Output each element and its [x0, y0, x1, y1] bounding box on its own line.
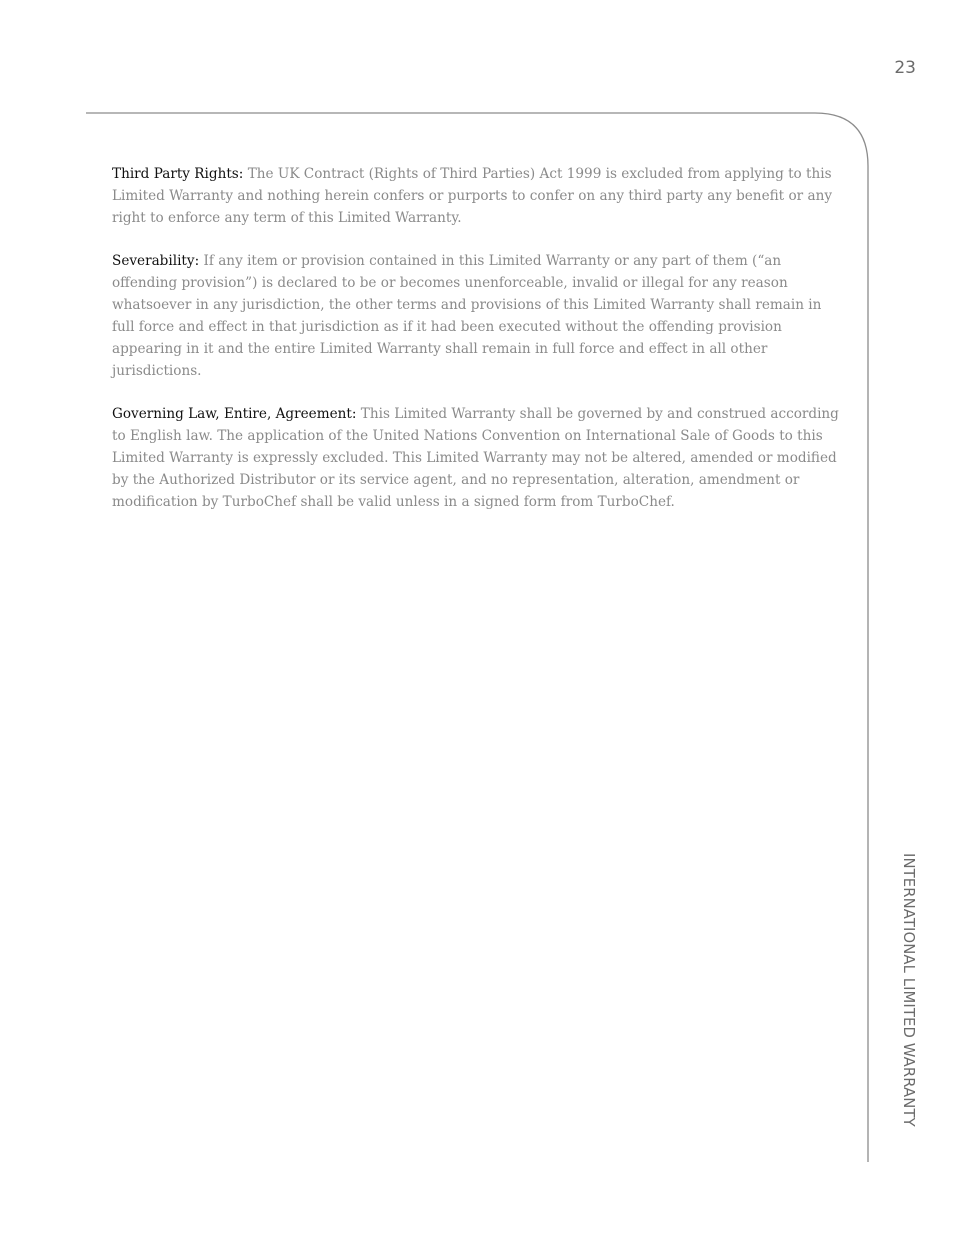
page-number: 23 — [894, 58, 916, 78]
section-severability — [112, 250, 846, 382]
section-governing-law — [112, 403, 846, 513]
section-heading: Severability: — [112, 253, 200, 269]
section-body: If any item or provision contained in this Limited Warranty or any part of them (“an offending provision”) is declared to be or becomes unenforceable, invalid or illegal for any reason whatsoever in any jurisdiction, the other terms and provisions of this Limited Warranty shall remain in full force and effect in that jurisdiction as if it had been executed without the offending provision appearing in it and the entire Limited Warranty shall remain in full force and effect in all other jurisdictions. — [112, 253, 822, 379]
section-third-party-rights — [112, 163, 846, 229]
section-body: This Limited Warranty shall be governed by and construed according to English law. The application of the United Nations Convention on International Sale of Goods to this Limited Warranty is expressly excluded. This Limited Warranty may not be altered, amended or modified by the Authorized Distributor or its service agent, and no representation, alteration, amendment or modification by TurboChef shall be valid unless in a signed form from TurboChef. — [112, 406, 839, 510]
section-heading: Governing Law, Entire, Agreement: — [112, 406, 357, 422]
section-body: The UK Contract (Rights of Third Parties) Act 1999 is excluded from applying to this Limited Warranty and nothing herein confers or purports to confer on any third party any benefit or any right to enforce any term of this Limited Warranty. — [112, 166, 833, 226]
section-heading: Third Party Rights: — [112, 166, 244, 182]
side-section-title: INTERNATIONAL LIMITED WARRANTY — [900, 853, 917, 1127]
warranty-text — [112, 163, 846, 534]
